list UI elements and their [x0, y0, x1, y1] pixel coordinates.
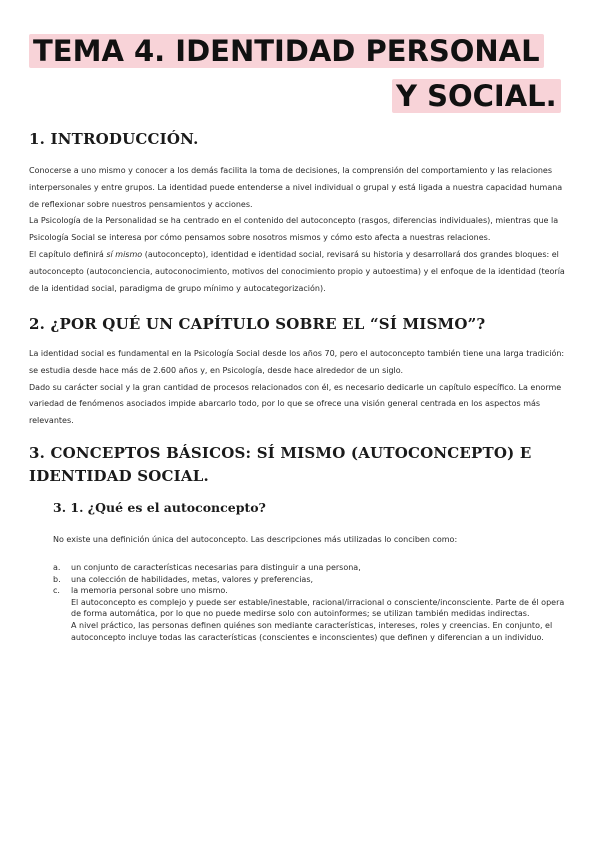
list-marker: a. [53, 563, 61, 572]
list-item [53, 574, 575, 586]
section-1-heading: 1. INTRODUCCIÓN. [29, 130, 199, 148]
list-item-detail-2: A nivel práctico, las personas definen quiénes son mediante características, intereses, roles y creencias. En conjunto, el autoconcepto incluye todas las características (conscientes e inconscientes) que definen y diferencian a un individuo. [71, 620, 553, 642]
list-item-detail-1: El autoconcepto es complejo y puede ser estable/inestable, racional/irracional o consciente/inconsciente. Parte de él opera de forma automática, por lo que no puede medirse solo con autoinformes; se utilizan también medidas indirectas. [71, 597, 565, 619]
list-marker: c. [53, 586, 60, 596]
section-2-heading: 2. ¿POR QUÉ UN CAPÍTULO SOBRE EL “SÍ MISMO”? [29, 315, 486, 333]
list-item [53, 562, 575, 574]
section-3-1-intro [53, 532, 573, 549]
section-2-paragraph-1: La identidad social es fundamental en la Psicología Social desde los años 70, pero el autoconcepto también tiene una larga tradición: se estudia desde hace más de 2.600 años y, en Psicología, desde hace alrededor de un siglo. [29, 349, 565, 375]
document-title-line-1: TEMA 4. IDENTIDAD PERSONAL [29, 34, 544, 68]
section-1-paragraph-3-italic: sí mismo [106, 249, 143, 259]
list-item-text: la memoria personal sobre uno mismo. [71, 586, 228, 596]
list-marker: b. [53, 574, 61, 584]
list-item [53, 585, 575, 643]
section-1-paragraph-3-start: El capítulo definirá [29, 249, 107, 259]
section-3-1-intro-text: No existe una definición única del autoconcepto. Las descripciones más utilizadas lo conciben como: [53, 535, 458, 544]
section-1-paragraph-3-end: (autoconcepto), identidad e identidad social, revisará su historia y desarrollará dos grandes bloques: el autoconcepto (autoconciencia, autoconocimiento, motivos del conocimiento propio y autoestima) y el enfoque de la identidad (teoría de la identidad social, paradigma de grupo mínimo y autocategorización). [29, 249, 565, 293]
section-3-1-subheading: 3. 1. ¿Qué es el autoconcepto? [53, 500, 266, 515]
section-1-paragraph-1: Conocerse a uno mismo y conocer a los demás facilita la toma de decisiones, la comprensión del comportamiento y las relaciones interpersonales y entre grupos. La identidad puede entenderse a nivel individual o grupal y está ligada a nuestra capacidad humana de reflexionar sobre nuestros pensamientos y acciones. [29, 166, 563, 209]
list-item-text: un conjunto de características necesarias para distinguir a una persona, [71, 563, 361, 572]
section-3-heading: 3. CONCEPTOS BÁSICOS: SÍ MISMO (AUTOCONCEPTO) E IDENTIDAD SOCIAL. [29, 444, 532, 485]
section-2-body [29, 346, 574, 430]
document-title-line-2: Y SOCIAL. [392, 79, 561, 113]
section-1-paragraph-3 [29, 247, 574, 297]
section-2-paragraph-2: Dado su carácter social y la gran cantidad de procesos relacionados con él, es necesario dedicarle un capítulo específico. La enorme variedad de fenómenos asociados impide abarcarlo todo, por lo que se ofrece una visión general centrada en los aspectos más relevantes. [29, 382, 562, 426]
section-1-body [29, 163, 574, 297]
list-item-text: una colección de habilidades, metas, valores y preferencias, [71, 574, 314, 584]
autoconcept-definitions-list [53, 562, 575, 643]
section-1-paragraph-2: La Psicología de la Personalidad se ha centrado en el contenido del autoconcepto (rasgos, diferencias individuales), mientras que la Psicología Social se interesa por cómo pensamos sobre nosotros mismos y cómo esto afecta a nuestras relaciones. [29, 216, 559, 243]
